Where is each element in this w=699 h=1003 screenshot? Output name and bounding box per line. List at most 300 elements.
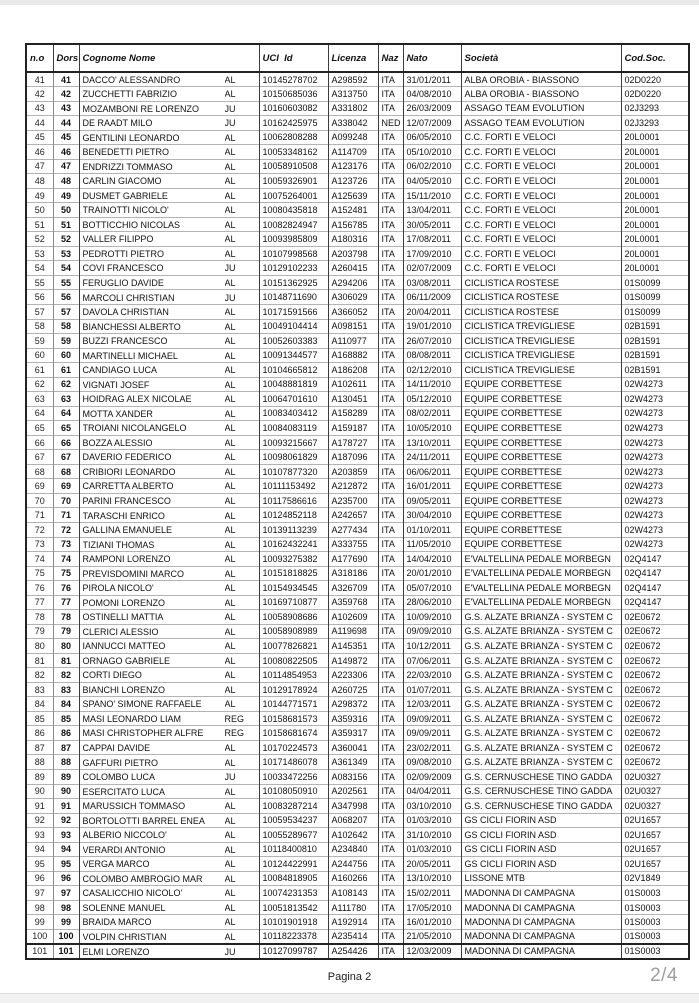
cell-naz: ITA bbox=[378, 217, 403, 232]
table-row bbox=[26, 944, 689, 959]
cell-uci-id: 10080822505 bbox=[259, 653, 328, 668]
cell-nato: 01/03/2010 bbox=[403, 813, 461, 828]
cell-societa: G.S. ALZATE BRIANZA - SYSTEM C bbox=[461, 711, 621, 726]
cell-nato: 09/09/2011 bbox=[403, 711, 461, 726]
cell-naz: ITA bbox=[378, 900, 403, 915]
cell-name bbox=[79, 522, 259, 537]
cell-naz: ITA bbox=[378, 828, 403, 843]
table-row bbox=[26, 508, 689, 523]
cell-nato: 04/04/2011 bbox=[403, 784, 461, 799]
cell-licenza: A361349 bbox=[328, 755, 378, 770]
cell-no: 46 bbox=[26, 145, 53, 160]
cell-licenza: A298592 bbox=[328, 72, 378, 87]
cell-naz: ITA bbox=[378, 711, 403, 726]
cell-nato: 09/08/2010 bbox=[403, 755, 461, 770]
cell-name bbox=[79, 624, 259, 639]
cell-cod-soc: 20L0001 bbox=[621, 203, 689, 218]
cell-dors: 100 bbox=[53, 929, 79, 944]
rider-name: PREVISDOMINI MARCO bbox=[82, 568, 185, 579]
rider-name: BOZZA ALESSIO bbox=[82, 437, 153, 448]
cell-nato: 01/10/2011 bbox=[403, 522, 461, 537]
cell-licenza: A168882 bbox=[328, 348, 378, 363]
cell-cod-soc: 02U0327 bbox=[621, 784, 689, 799]
cell-cod-soc: 02E0672 bbox=[621, 624, 689, 639]
cell-name bbox=[79, 116, 259, 131]
cell-no: 101 bbox=[26, 944, 53, 959]
table-row bbox=[26, 174, 689, 189]
cell-naz: ITA bbox=[378, 508, 403, 523]
cell-uci-id: 10124852118 bbox=[259, 508, 328, 523]
rider-category: AL bbox=[224, 132, 236, 143]
cell-name bbox=[79, 610, 259, 625]
cell-dors: 72 bbox=[53, 522, 79, 537]
cell-licenza: A108143 bbox=[328, 886, 378, 901]
rider-name: COLOMBO AMBROGIO MAR bbox=[82, 873, 203, 884]
cell-naz: ITA bbox=[378, 392, 403, 407]
cell-no: 54 bbox=[26, 261, 53, 276]
cell-no: 69 bbox=[26, 479, 53, 494]
rider-name: PARINI FRANCESCO bbox=[82, 495, 171, 506]
cell-nato: 05/10/2010 bbox=[403, 145, 461, 160]
cell-nato: 06/11/2009 bbox=[403, 290, 461, 305]
cell-uci-id: 10170224573 bbox=[259, 740, 328, 755]
cell-cod-soc: 02E0672 bbox=[621, 610, 689, 625]
cell-no: 65 bbox=[26, 421, 53, 436]
rider-category: AL bbox=[224, 321, 236, 332]
cell-naz: ITA bbox=[378, 740, 403, 755]
rider-name: COVI FRANCESCO bbox=[82, 263, 164, 274]
cell-naz: ITA bbox=[378, 799, 403, 814]
cell-name bbox=[79, 130, 259, 145]
rider-name: BUZZI FRANCESCO bbox=[82, 336, 168, 347]
cell-name bbox=[79, 406, 259, 421]
cell-dors: 70 bbox=[53, 493, 79, 508]
cell-dors: 43 bbox=[53, 101, 79, 116]
cell-cod-soc: 02W4273 bbox=[621, 377, 689, 392]
cell-naz: ITA bbox=[378, 944, 403, 959]
cell-nato: 12/03/2011 bbox=[403, 697, 461, 712]
rider-category: AL bbox=[224, 655, 236, 666]
cell-licenza: A235414 bbox=[328, 929, 378, 944]
cell-naz: ITA bbox=[378, 552, 403, 567]
cell-societa: G.S. ALZATE BRIANZA - SYSTEM C bbox=[461, 610, 621, 625]
cell-cod-soc: 02W4273 bbox=[621, 392, 689, 407]
rider-name: DAVOLA CHRISTIAN bbox=[82, 307, 169, 318]
cell-uci-id: 10171486078 bbox=[259, 755, 328, 770]
rider-category: AL bbox=[224, 568, 236, 579]
cell-dors: 98 bbox=[53, 900, 79, 915]
cell-name bbox=[79, 363, 259, 378]
rider-category: AL bbox=[224, 176, 236, 187]
rider-category: AL bbox=[224, 161, 236, 172]
cell-naz: ITA bbox=[378, 697, 403, 712]
cell-licenza: A123176 bbox=[328, 159, 378, 174]
cell-dors: 99 bbox=[53, 915, 79, 930]
rider-name: BIANCHI LORENZO bbox=[82, 684, 166, 695]
cell-licenza: A338042 bbox=[328, 116, 378, 131]
header-uci-id: UCI Id bbox=[259, 44, 328, 72]
header-cod-soc: Cod.Soc. bbox=[621, 44, 689, 72]
rider-category: AL bbox=[224, 670, 236, 681]
cell-name bbox=[79, 493, 259, 508]
cell-name bbox=[79, 886, 259, 901]
cell-name bbox=[79, 334, 259, 349]
cell-societa: ASSAGO TEAM EVOLUTION bbox=[461, 116, 621, 131]
cell-societa: G.S. ALZATE BRIANZA - SYSTEM C bbox=[461, 740, 621, 755]
cell-name bbox=[79, 217, 259, 232]
cell-dors: 69 bbox=[53, 479, 79, 494]
cell-societa: MADONNA DI CAMPAGNA bbox=[461, 900, 621, 915]
cell-no: 64 bbox=[26, 406, 53, 421]
rider-name: MASI LEONARDO LIAM bbox=[82, 713, 182, 724]
rider-name: VALLER FILIPPO bbox=[82, 234, 154, 245]
cell-dors: 58 bbox=[53, 319, 79, 334]
cell-uci-id: 10051813542 bbox=[259, 900, 328, 915]
cell-naz: ITA bbox=[378, 435, 403, 450]
cell-licenza: A234840 bbox=[328, 842, 378, 857]
cell-societa: E'VALTELLINA PEDALE MORBEGN bbox=[461, 552, 621, 567]
cell-no: 100 bbox=[26, 929, 53, 944]
cell-licenza: A333755 bbox=[328, 537, 378, 552]
table-row bbox=[26, 232, 689, 247]
rider-category: AL bbox=[224, 830, 236, 841]
rider-category: AL bbox=[224, 873, 236, 884]
cell-naz: ITA bbox=[378, 682, 403, 697]
cell-nato: 09/09/2010 bbox=[403, 624, 461, 639]
cell-uci-id: 10048881819 bbox=[259, 377, 328, 392]
cell-societa: MADONNA DI CAMPAGNA bbox=[461, 915, 621, 930]
table-row bbox=[26, 711, 689, 726]
cell-name bbox=[79, 944, 259, 959]
cell-licenza: A111780 bbox=[328, 900, 378, 915]
cell-no: 61 bbox=[26, 363, 53, 378]
cell-cod-soc: 02W4273 bbox=[621, 450, 689, 465]
cell-licenza: A160266 bbox=[328, 871, 378, 886]
cell-name bbox=[79, 261, 259, 276]
rider-category: AL bbox=[224, 219, 236, 230]
cell-cod-soc: 02E0672 bbox=[621, 740, 689, 755]
cell-licenza: A359316 bbox=[328, 711, 378, 726]
cell-name bbox=[79, 799, 259, 814]
cell-societa: G.S. ALZATE BRIANZA - SYSTEM C bbox=[461, 755, 621, 770]
cell-name bbox=[79, 232, 259, 247]
cell-name bbox=[79, 682, 259, 697]
cell-licenza: A149872 bbox=[328, 653, 378, 668]
cell-cod-soc: 02B1591 bbox=[621, 319, 689, 334]
cell-licenza: A119698 bbox=[328, 624, 378, 639]
cell-societa: G.S. ALZATE BRIANZA - SYSTEM C bbox=[461, 697, 621, 712]
cell-societa: C.C. FORTI E VELOCI bbox=[461, 232, 621, 247]
cell-uci-id: 10084818905 bbox=[259, 871, 328, 886]
table-row bbox=[26, 275, 689, 290]
cell-dors: 53 bbox=[53, 246, 79, 261]
startlist-table bbox=[25, 43, 690, 960]
cell-dors: 101 bbox=[53, 944, 79, 959]
rider-category: AL bbox=[224, 786, 236, 797]
cell-societa: CICLISTICA TREVIGLIESE bbox=[461, 348, 621, 363]
cell-cod-soc: 02W4273 bbox=[621, 406, 689, 421]
cell-cod-soc: 02W4273 bbox=[621, 522, 689, 537]
rider-name: DUSMET GABRIELE bbox=[82, 190, 168, 201]
cell-uci-id: 10093215667 bbox=[259, 435, 328, 450]
rider-category: AL bbox=[224, 452, 236, 463]
rider-name: SOLENNE MANUEL bbox=[82, 902, 166, 913]
rider-name: DACCO' ALESSANDRO bbox=[82, 74, 181, 85]
cell-uci-id: 10129178924 bbox=[259, 682, 328, 697]
rider-category: AL bbox=[224, 743, 236, 754]
rider-category: JU bbox=[224, 103, 236, 114]
cell-cod-soc: 02E0672 bbox=[621, 639, 689, 654]
cell-naz: ITA bbox=[378, 624, 403, 639]
rider-category: AL bbox=[224, 539, 236, 550]
cell-naz: ITA bbox=[378, 87, 403, 102]
cell-licenza: A152481 bbox=[328, 203, 378, 218]
cell-name bbox=[79, 653, 259, 668]
cell-no: 72 bbox=[26, 522, 53, 537]
rider-category: AL bbox=[224, 554, 236, 565]
rider-category: AL bbox=[224, 612, 236, 623]
rider-category: AL bbox=[224, 394, 236, 405]
cell-uci-id: 10093275382 bbox=[259, 552, 328, 567]
cell-no: 83 bbox=[26, 682, 53, 697]
rider-category: AL bbox=[224, 684, 236, 695]
rider-name: VIGNATI JOSEF bbox=[82, 379, 150, 390]
cell-nato: 17/08/2011 bbox=[403, 232, 461, 247]
cell-cod-soc: 02W4273 bbox=[621, 435, 689, 450]
cell-nato: 13/10/2010 bbox=[403, 871, 461, 886]
cell-societa: C.C. FORTI E VELOCI bbox=[461, 246, 621, 261]
cell-no: 67 bbox=[26, 450, 53, 465]
rider-name: BENEDETTI PIETRO bbox=[82, 147, 170, 158]
cell-name bbox=[79, 900, 259, 915]
cell-cod-soc: 02U0327 bbox=[621, 770, 689, 785]
cell-no: 70 bbox=[26, 493, 53, 508]
cell-licenza: A306029 bbox=[328, 290, 378, 305]
rider-category: AL bbox=[224, 466, 236, 477]
cell-uci-id: 10084083119 bbox=[259, 421, 328, 436]
rider-category: AL bbox=[224, 597, 236, 608]
rider-category: AL bbox=[224, 641, 236, 652]
cell-licenza: A244756 bbox=[328, 857, 378, 872]
rider-category: REG bbox=[224, 713, 245, 724]
cell-dors: 83 bbox=[53, 682, 79, 697]
cell-uci-id: 10055289677 bbox=[259, 828, 328, 843]
cell-nato: 02/07/2009 bbox=[403, 261, 461, 276]
cell-nato: 06/02/2010 bbox=[403, 159, 461, 174]
cell-nato: 12/07/2009 bbox=[403, 116, 461, 131]
table-row bbox=[26, 392, 689, 407]
cell-societa: CICLISTICA ROSTESE bbox=[461, 305, 621, 320]
cell-licenza: A114709 bbox=[328, 145, 378, 160]
cell-cod-soc: 01S0003 bbox=[621, 929, 689, 944]
cell-uci-id: 10098061829 bbox=[259, 450, 328, 465]
cell-nato: 08/08/2011 bbox=[403, 348, 461, 363]
rider-category: AL bbox=[224, 278, 236, 289]
cell-no: 45 bbox=[26, 130, 53, 145]
rider-category: AL bbox=[224, 234, 236, 245]
cell-nato: 14/11/2010 bbox=[403, 377, 461, 392]
cell-no: 76 bbox=[26, 581, 53, 596]
rider-name: VERGA MARCO bbox=[82, 859, 150, 870]
cell-nato: 01/07/2011 bbox=[403, 682, 461, 697]
cell-naz: ITA bbox=[378, 871, 403, 886]
cell-licenza: A359317 bbox=[328, 726, 378, 741]
cell-no: 79 bbox=[26, 624, 53, 639]
cell-uci-id: 10145278702 bbox=[259, 72, 328, 87]
cell-societa: GS CICLI FIORIN ASD bbox=[461, 857, 621, 872]
cell-societa: G.S. ALZATE BRIANZA - SYSTEM C bbox=[461, 726, 621, 741]
rider-category: AL bbox=[224, 859, 236, 870]
cell-uci-id: 10117586616 bbox=[259, 493, 328, 508]
cell-dors: 54 bbox=[53, 261, 79, 276]
cell-cod-soc: 20L0001 bbox=[621, 188, 689, 203]
cell-nato: 04/05/2010 bbox=[403, 174, 461, 189]
cell-dors: 96 bbox=[53, 871, 79, 886]
cell-uci-id: 10080435818 bbox=[259, 203, 328, 218]
table-row bbox=[26, 319, 689, 334]
cell-uci-id: 10075264001 bbox=[259, 188, 328, 203]
cell-societa: CICLISTICA ROSTESE bbox=[461, 290, 621, 305]
cell-uci-id: 10062808288 bbox=[259, 130, 328, 145]
cell-naz: ITA bbox=[378, 755, 403, 770]
cell-no: 86 bbox=[26, 726, 53, 741]
table-row bbox=[26, 784, 689, 799]
cell-societa: G.S. ALZATE BRIANZA - SYSTEM C bbox=[461, 624, 621, 639]
table-row bbox=[26, 668, 689, 683]
cell-dors: 51 bbox=[53, 217, 79, 232]
cell-cod-soc: 02B1591 bbox=[621, 363, 689, 378]
cell-uci-id: 10158681674 bbox=[259, 726, 328, 741]
cell-cod-soc: 01S0099 bbox=[621, 275, 689, 290]
cell-name bbox=[79, 595, 259, 610]
table-row bbox=[26, 828, 689, 843]
table-row bbox=[26, 653, 689, 668]
rider-category: AL bbox=[224, 147, 236, 158]
cell-uci-id: 10158681573 bbox=[259, 711, 328, 726]
cell-name bbox=[79, 450, 259, 465]
cell-naz: ITA bbox=[378, 363, 403, 378]
viewer-bottom-strip bbox=[0, 993, 699, 1003]
cell-nato: 02/09/2009 bbox=[403, 770, 461, 785]
cell-cod-soc: 02D0220 bbox=[621, 87, 689, 102]
cell-nato: 12/03/2009 bbox=[403, 944, 461, 959]
rider-category: AL bbox=[224, 757, 236, 768]
cell-naz: ITA bbox=[378, 72, 403, 87]
cell-uci-id: 10129102233 bbox=[259, 261, 328, 276]
cell-licenza: A068207 bbox=[328, 813, 378, 828]
cell-societa: CICLISTICA ROSTESE bbox=[461, 275, 621, 290]
cell-licenza: A260725 bbox=[328, 682, 378, 697]
cell-licenza: A298372 bbox=[328, 697, 378, 712]
cell-licenza: A366052 bbox=[328, 305, 378, 320]
cell-no: 62 bbox=[26, 377, 53, 392]
table-row bbox=[26, 363, 689, 378]
cell-societa: CICLISTICA TREVIGLIESE bbox=[461, 363, 621, 378]
cell-name bbox=[79, 581, 259, 596]
cell-cod-soc: 02Q4147 bbox=[621, 552, 689, 567]
cell-nato: 26/07/2010 bbox=[403, 334, 461, 349]
rider-name: PIROLA NICOLO' bbox=[82, 583, 154, 594]
rider-category: JU bbox=[224, 772, 236, 783]
cell-naz: ITA bbox=[378, 275, 403, 290]
cell-nato: 26/03/2009 bbox=[403, 101, 461, 116]
table-row bbox=[26, 261, 689, 276]
cell-societa: GS CICLI FIORIN ASD bbox=[461, 842, 621, 857]
cell-no: 55 bbox=[26, 275, 53, 290]
cell-nato: 20/05/2011 bbox=[403, 857, 461, 872]
table-row bbox=[26, 246, 689, 261]
cell-no: 81 bbox=[26, 653, 53, 668]
cell-dors: 95 bbox=[53, 857, 79, 872]
cell-societa: G.S. ALZATE BRIANZA - SYSTEM C bbox=[461, 682, 621, 697]
cell-cod-soc: 02Q4147 bbox=[621, 595, 689, 610]
cell-name bbox=[79, 857, 259, 872]
cell-licenza: A177690 bbox=[328, 552, 378, 567]
cell-nato: 08/02/2011 bbox=[403, 406, 461, 421]
cell-uci-id: 10171591566 bbox=[259, 305, 328, 320]
cell-name bbox=[79, 668, 259, 683]
cell-dors: 71 bbox=[53, 508, 79, 523]
cell-dors: 60 bbox=[53, 348, 79, 363]
rider-name: MARTINELLI MICHAEL bbox=[82, 350, 178, 361]
cell-societa: C.C. FORTI E VELOCI bbox=[461, 145, 621, 160]
cell-no: 47 bbox=[26, 159, 53, 174]
cell-societa: ALBA OROBIA - BIASSONO bbox=[461, 72, 621, 87]
cell-uci-id: 10169710877 bbox=[259, 595, 328, 610]
rider-category: AL bbox=[224, 917, 236, 928]
cell-dors: 57 bbox=[53, 305, 79, 320]
rider-name: MARUSSICH TOMMASO bbox=[82, 801, 186, 812]
rider-category: AL bbox=[224, 626, 236, 637]
cell-dors: 63 bbox=[53, 392, 79, 407]
cell-cod-soc: 01S0003 bbox=[621, 944, 689, 959]
cell-name bbox=[79, 377, 259, 392]
table-row bbox=[26, 217, 689, 232]
cell-uci-id: 10033472256 bbox=[259, 770, 328, 785]
cell-societa: EQUIPE CORBETTESE bbox=[461, 493, 621, 508]
cell-societa: GS CICLI FIORIN ASD bbox=[461, 828, 621, 843]
cell-dors: 79 bbox=[53, 624, 79, 639]
cell-licenza: A318186 bbox=[328, 566, 378, 581]
rider-name: ESERCITATO LUCA bbox=[82, 786, 166, 797]
cell-cod-soc: 20L0001 bbox=[621, 130, 689, 145]
cell-nato: 01/03/2010 bbox=[403, 842, 461, 857]
cell-uci-id: 10058908989 bbox=[259, 624, 328, 639]
rider-category: AL bbox=[224, 801, 236, 812]
cell-naz: ITA bbox=[378, 784, 403, 799]
cell-uci-id: 10059326901 bbox=[259, 174, 328, 189]
cell-nato: 28/06/2010 bbox=[403, 595, 461, 610]
cell-nato: 15/02/2011 bbox=[403, 886, 461, 901]
cell-cod-soc: 02U1657 bbox=[621, 842, 689, 857]
cell-uci-id: 10059534237 bbox=[259, 813, 328, 828]
cell-licenza: A156785 bbox=[328, 217, 378, 232]
cell-nato: 03/08/2011 bbox=[403, 275, 461, 290]
cell-cod-soc: 02W4273 bbox=[621, 493, 689, 508]
cell-no: 99 bbox=[26, 915, 53, 930]
cell-name bbox=[79, 159, 259, 174]
cell-name bbox=[79, 566, 259, 581]
rider-category: AL bbox=[224, 379, 236, 390]
cell-licenza: A212872 bbox=[328, 479, 378, 494]
cell-cod-soc: 02W4273 bbox=[621, 537, 689, 552]
cell-name bbox=[79, 726, 259, 741]
cell-name bbox=[79, 552, 259, 567]
cell-name bbox=[79, 537, 259, 552]
table-row bbox=[26, 929, 689, 944]
cell-no: 90 bbox=[26, 784, 53, 799]
cell-licenza: A331802 bbox=[328, 101, 378, 116]
